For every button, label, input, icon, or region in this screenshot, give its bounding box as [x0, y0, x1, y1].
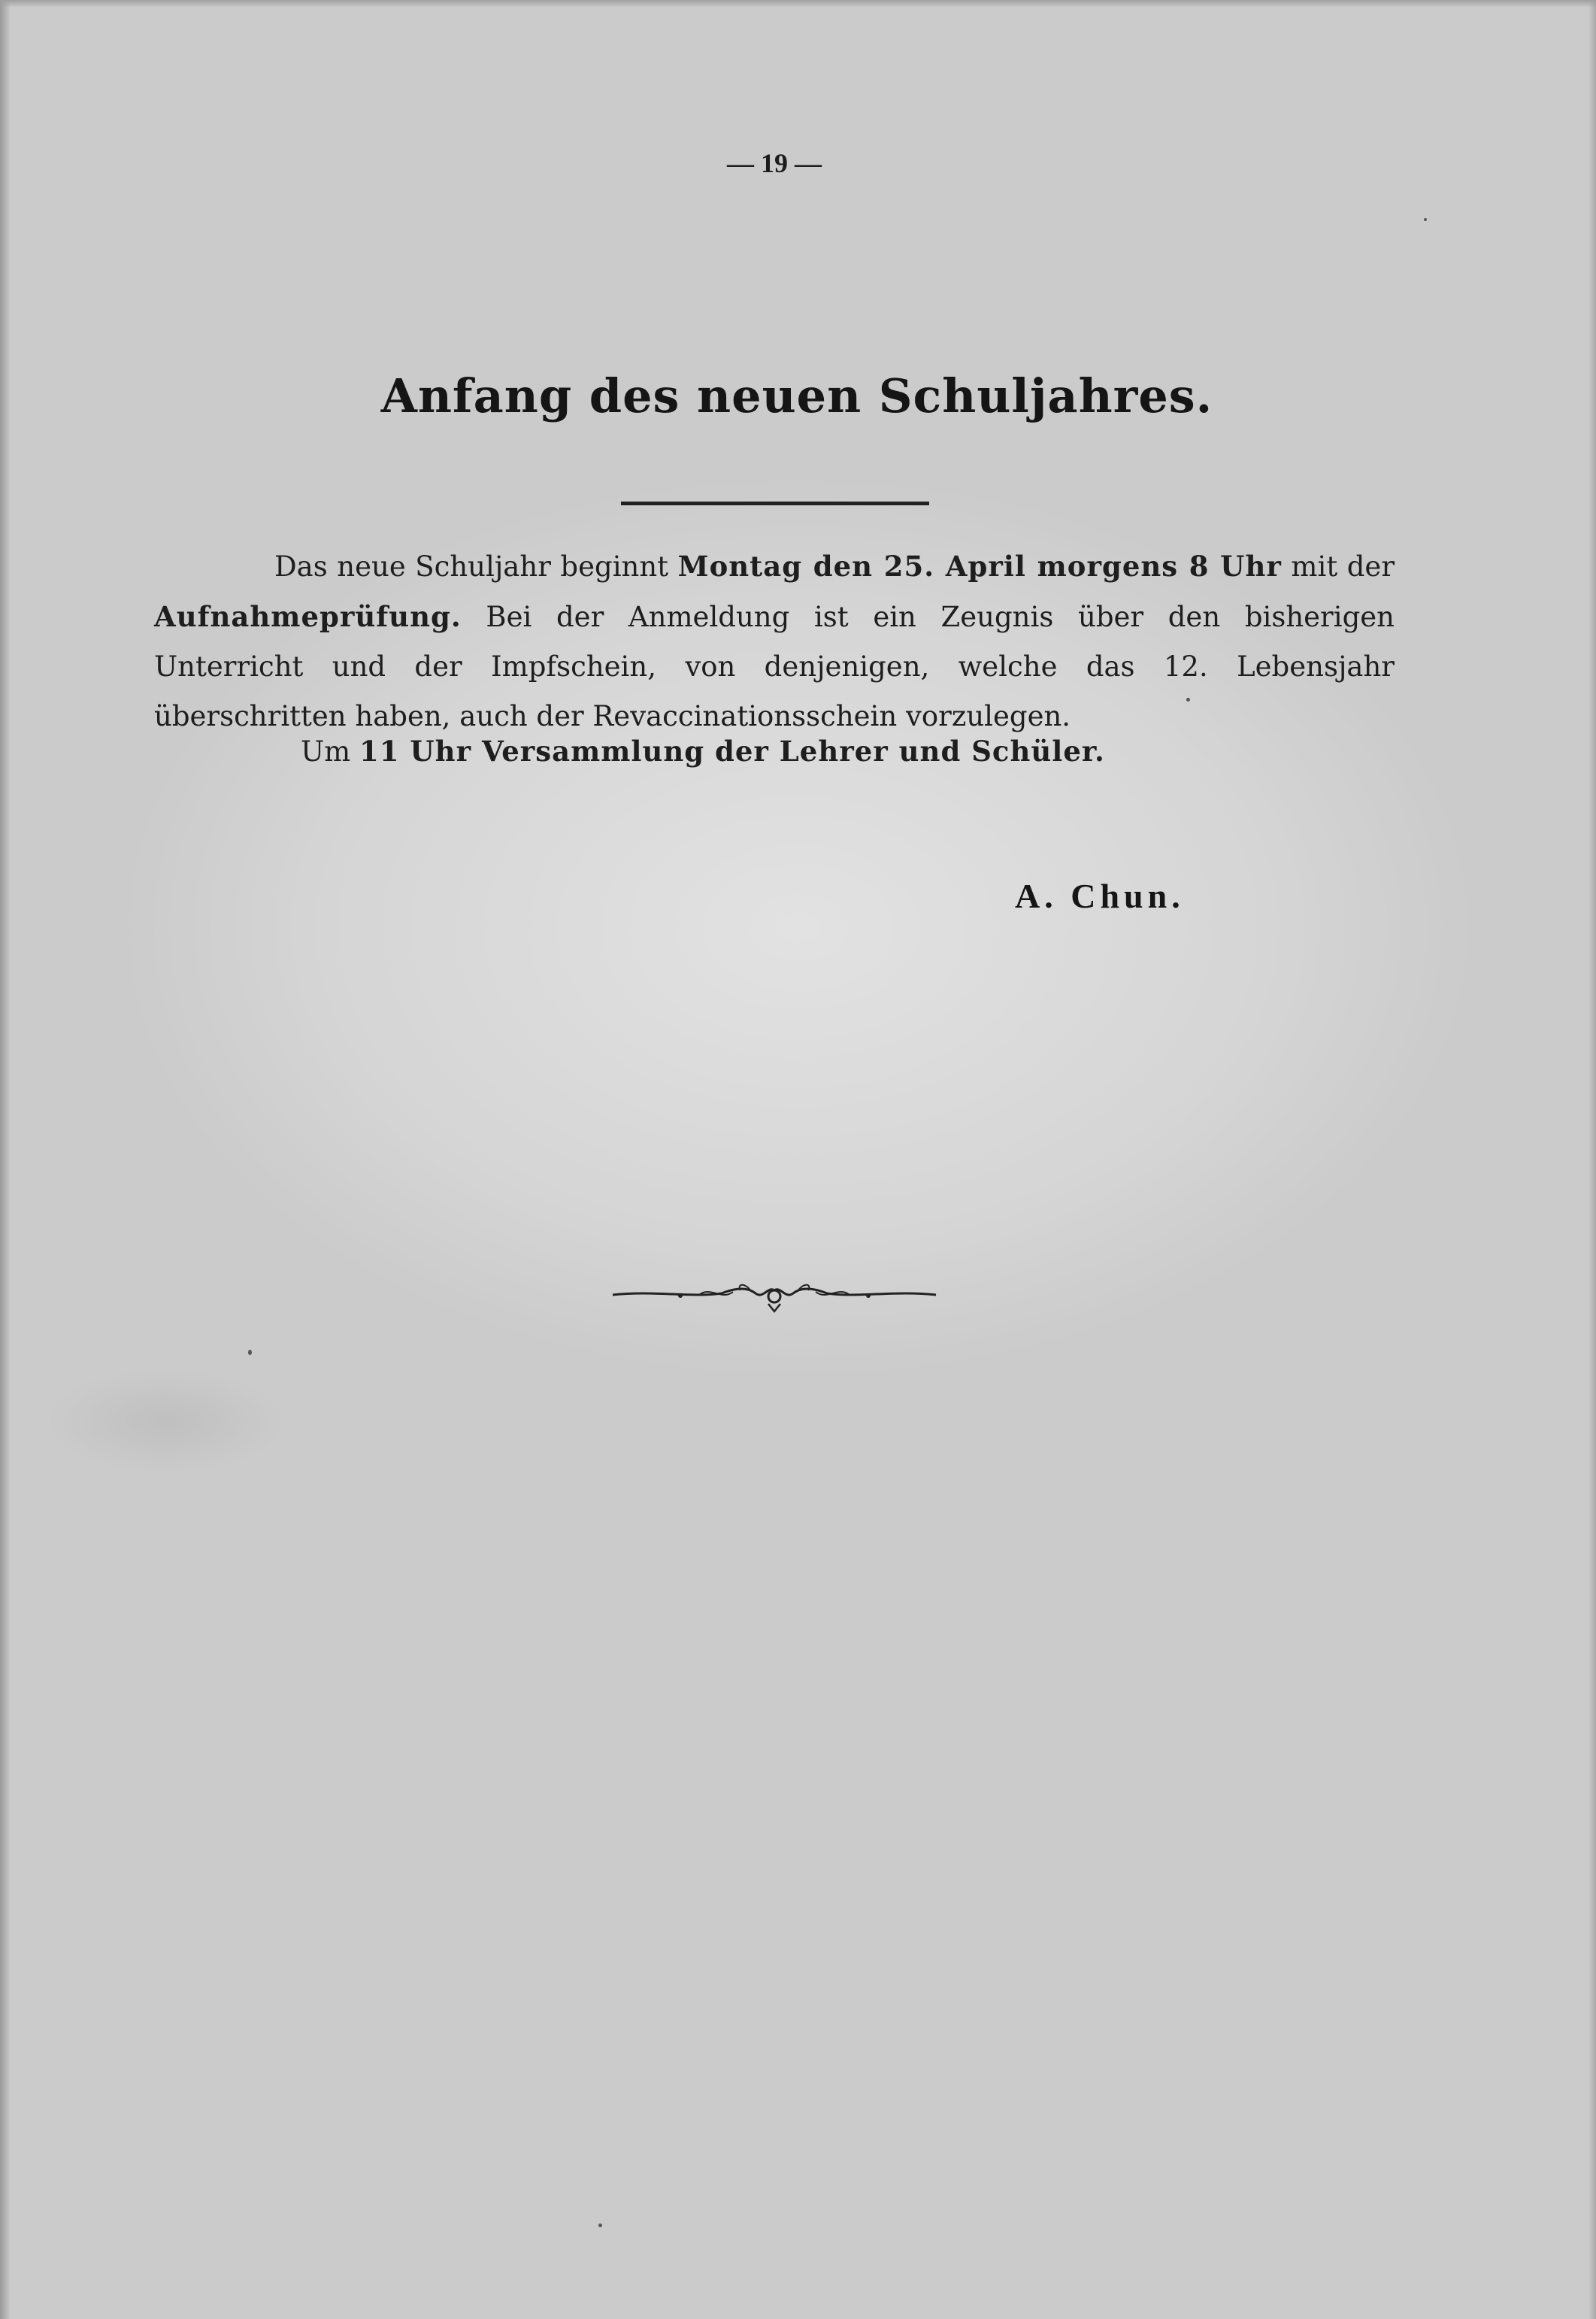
paper-stain — [45, 1369, 286, 1474]
paragraph-exam: Aufnahmeprüfung. — [154, 600, 462, 633]
meeting-line — [301, 726, 1203, 777]
heading-rule — [621, 502, 929, 505]
announcement-paragraph — [154, 541, 1395, 741]
paragraph-text-1: Das neue Schuljahr beginnt — [274, 550, 678, 583]
paper-speck — [1186, 698, 1190, 702]
meeting-bold: 11 Uhr Versammlung der Lehrer und Schüler. — [359, 735, 1105, 768]
signature: A. Chun. — [1015, 877, 1185, 915]
page-edge-shadow-right — [1588, 0, 1596, 2319]
paragraph-date-time: Montag den 25. April morgens 8 Uhr — [677, 550, 1282, 583]
page-edge-shadow-left — [0, 0, 11, 2319]
paper-speck — [248, 1350, 252, 1355]
paragraph-text-3: Bei der Anmeldung ist ein Zeugnis über den bisherigen Unterricht und der Impfschein, von denjenigen, welche das 12. Lebensjahr überschritten haben, auch der Revaccinationsschein vorzulegen. — [154, 601, 1395, 732]
paragraph-text-2: mit der — [1281, 550, 1395, 583]
meeting-text: Um — [301, 735, 360, 768]
paper-speck — [1424, 218, 1427, 221]
section-heading: Anfang des neuen Schuljahres. — [380, 368, 1213, 423]
paper-speck — [598, 2224, 602, 2227]
page-edge-shadow-top — [0, 0, 1596, 8]
ornament-divider-icon — [609, 1271, 940, 1316]
page-number: — 19 — — [727, 148, 822, 178]
